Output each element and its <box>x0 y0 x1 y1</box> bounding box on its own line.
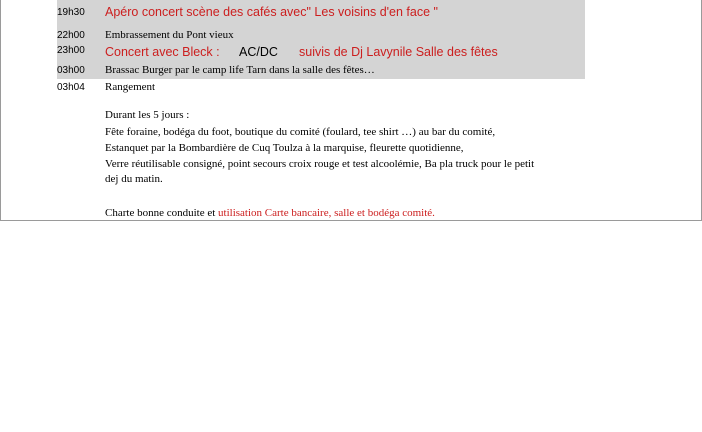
dj-text: suivis de Dj Lavynile Salle des fêtes <box>299 45 498 59</box>
time-label: 23h00 <box>57 45 85 56</box>
schedule-row <box>57 63 585 79</box>
concert-text: Concert avec Bleck : <box>105 45 220 59</box>
band-name: AC/DC <box>239 45 278 59</box>
notes-line: Verre réutilisable consigné, point secours croix rouge et test alcoolémie, Ba pla truck pour le petit <box>105 158 535 170</box>
charter-line <box>105 207 435 219</box>
time-label: 03h04 <box>57 82 85 93</box>
charter-highlight: utilisation Carte bancaire, salle et bodéga comité. <box>218 207 435 219</box>
schedule-row <box>57 43 585 63</box>
time-label: 19h30 <box>57 7 85 18</box>
schedule-text: Rangement <box>105 81 156 93</box>
notes-line: dej du matin. <box>105 173 163 185</box>
notes-line: Fête foraine, bodéga du foot, boutique du comité (foulard, tee shirt …) au bar du comité, <box>105 126 496 138</box>
schedule-row <box>57 0 585 26</box>
schedule-text: Brassac Burger par le camp life Tarn dans la salle des fêtes… <box>105 64 375 76</box>
schedule-row <box>57 79 585 95</box>
notes-line: Estanquet par la Bombardière de Cuq Toulza à la marquise, fleurette quotidienne, <box>105 142 464 154</box>
charter-text: Charte bonne conduite et <box>105 207 216 219</box>
time-label: 03h00 <box>57 65 85 76</box>
schedule-row <box>57 26 585 43</box>
schedule-text: Embrassement du Pont vieux <box>105 29 234 41</box>
schedule-text: Apéro concert scène des cafés avec" Les voisins d'en face " <box>105 5 438 19</box>
time-label: 22h00 <box>57 30 85 41</box>
notes-intro: Durant les 5 jours : <box>105 109 190 121</box>
